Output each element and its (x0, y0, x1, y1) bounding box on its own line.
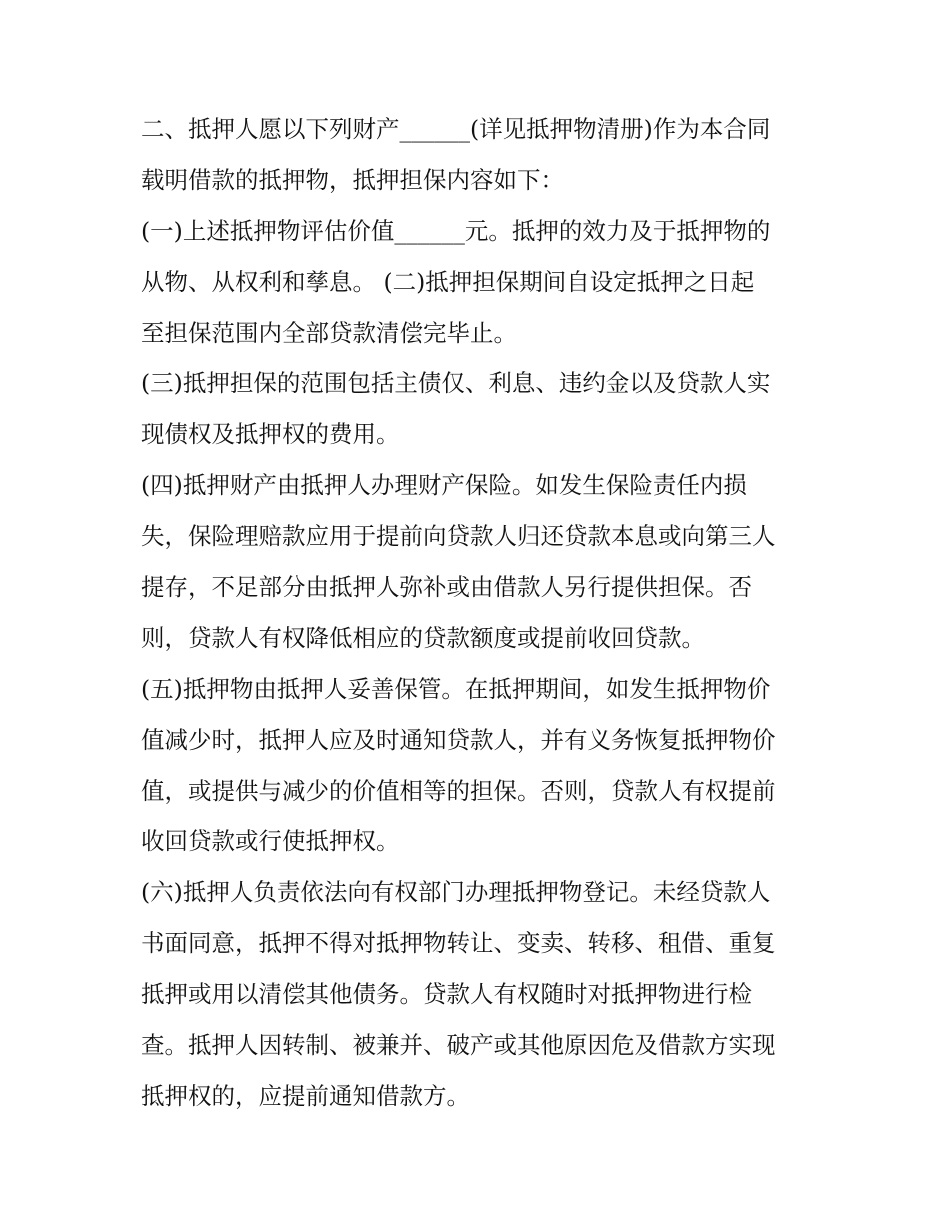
text-line-5: 至担保范围内全部贷款清偿完毕止。 (141, 318, 517, 347)
text-line-19: 查。抵押人因转制、被兼并、破产或其他原因危及借款方实现 (141, 1031, 776, 1060)
text-line-11: 则，贷款人有权降低相应的贷款额度或提前收回贷款。 (141, 623, 705, 652)
contract-text (141, 104, 821, 1122)
text-line-12: (五)抵押物由抵押人妥善保管。在抵押期间，如发生抵押物价 (141, 674, 771, 703)
text-line-17: 书面同意，抵押不得对抵押物转让、变卖、转移、租借、重复 (141, 929, 776, 958)
text-line-10: 提存，不足部分由抵押人弥补或由借款人另行提供担保。否 (141, 573, 752, 602)
text-line-7: 现债权及抵押权的费用。 (141, 420, 400, 449)
text-line-14: 值，或提供与减少的价值相等的担保。否则，贷款人有权提前 (141, 776, 776, 805)
text-line-4: 从物、从权利和孳息。 (二)抵押担保期间自设定抵押之日起 (141, 267, 755, 296)
text-line-20: 抵押权的，应提前通知借款方。 (141, 1081, 470, 1110)
text-line-8: (四)抵押财产由抵押人办理财产保险。如发生保险责任内损 (141, 471, 747, 500)
text-line-3: (一)上述抵押物评估价值______元。抵押的效力及于抵押物的 (141, 216, 771, 245)
text-line-2: 载明借款的抵押物，抵押担保内容如下： (141, 165, 564, 194)
text-line-18: 抵押或用以清偿其他债务。贷款人有权随时对抵押物进行检 (141, 980, 752, 1009)
text-line-9: 失，保险理赔款应用于提前向贷款人归还贷款本息或向第三人 (141, 522, 776, 551)
text-line-16: (六)抵押人负责依法向有权部门办理抵押物登记。未经贷款人 (141, 878, 771, 907)
text-line-1: 二、抵押人愿以下列财产______(详见抵押物清册)作为本合同 (141, 115, 771, 143)
text-line-13: 值减少时，抵押人应及时通知贷款人，并有义务恢复抵押物价 (141, 725, 776, 754)
text-line-15: 收回贷款或行使抵押权。 (141, 827, 400, 856)
text-line-6: (三)抵押担保的范围包括主债仅、利息、违约金以及贷款人实 (141, 369, 771, 398)
